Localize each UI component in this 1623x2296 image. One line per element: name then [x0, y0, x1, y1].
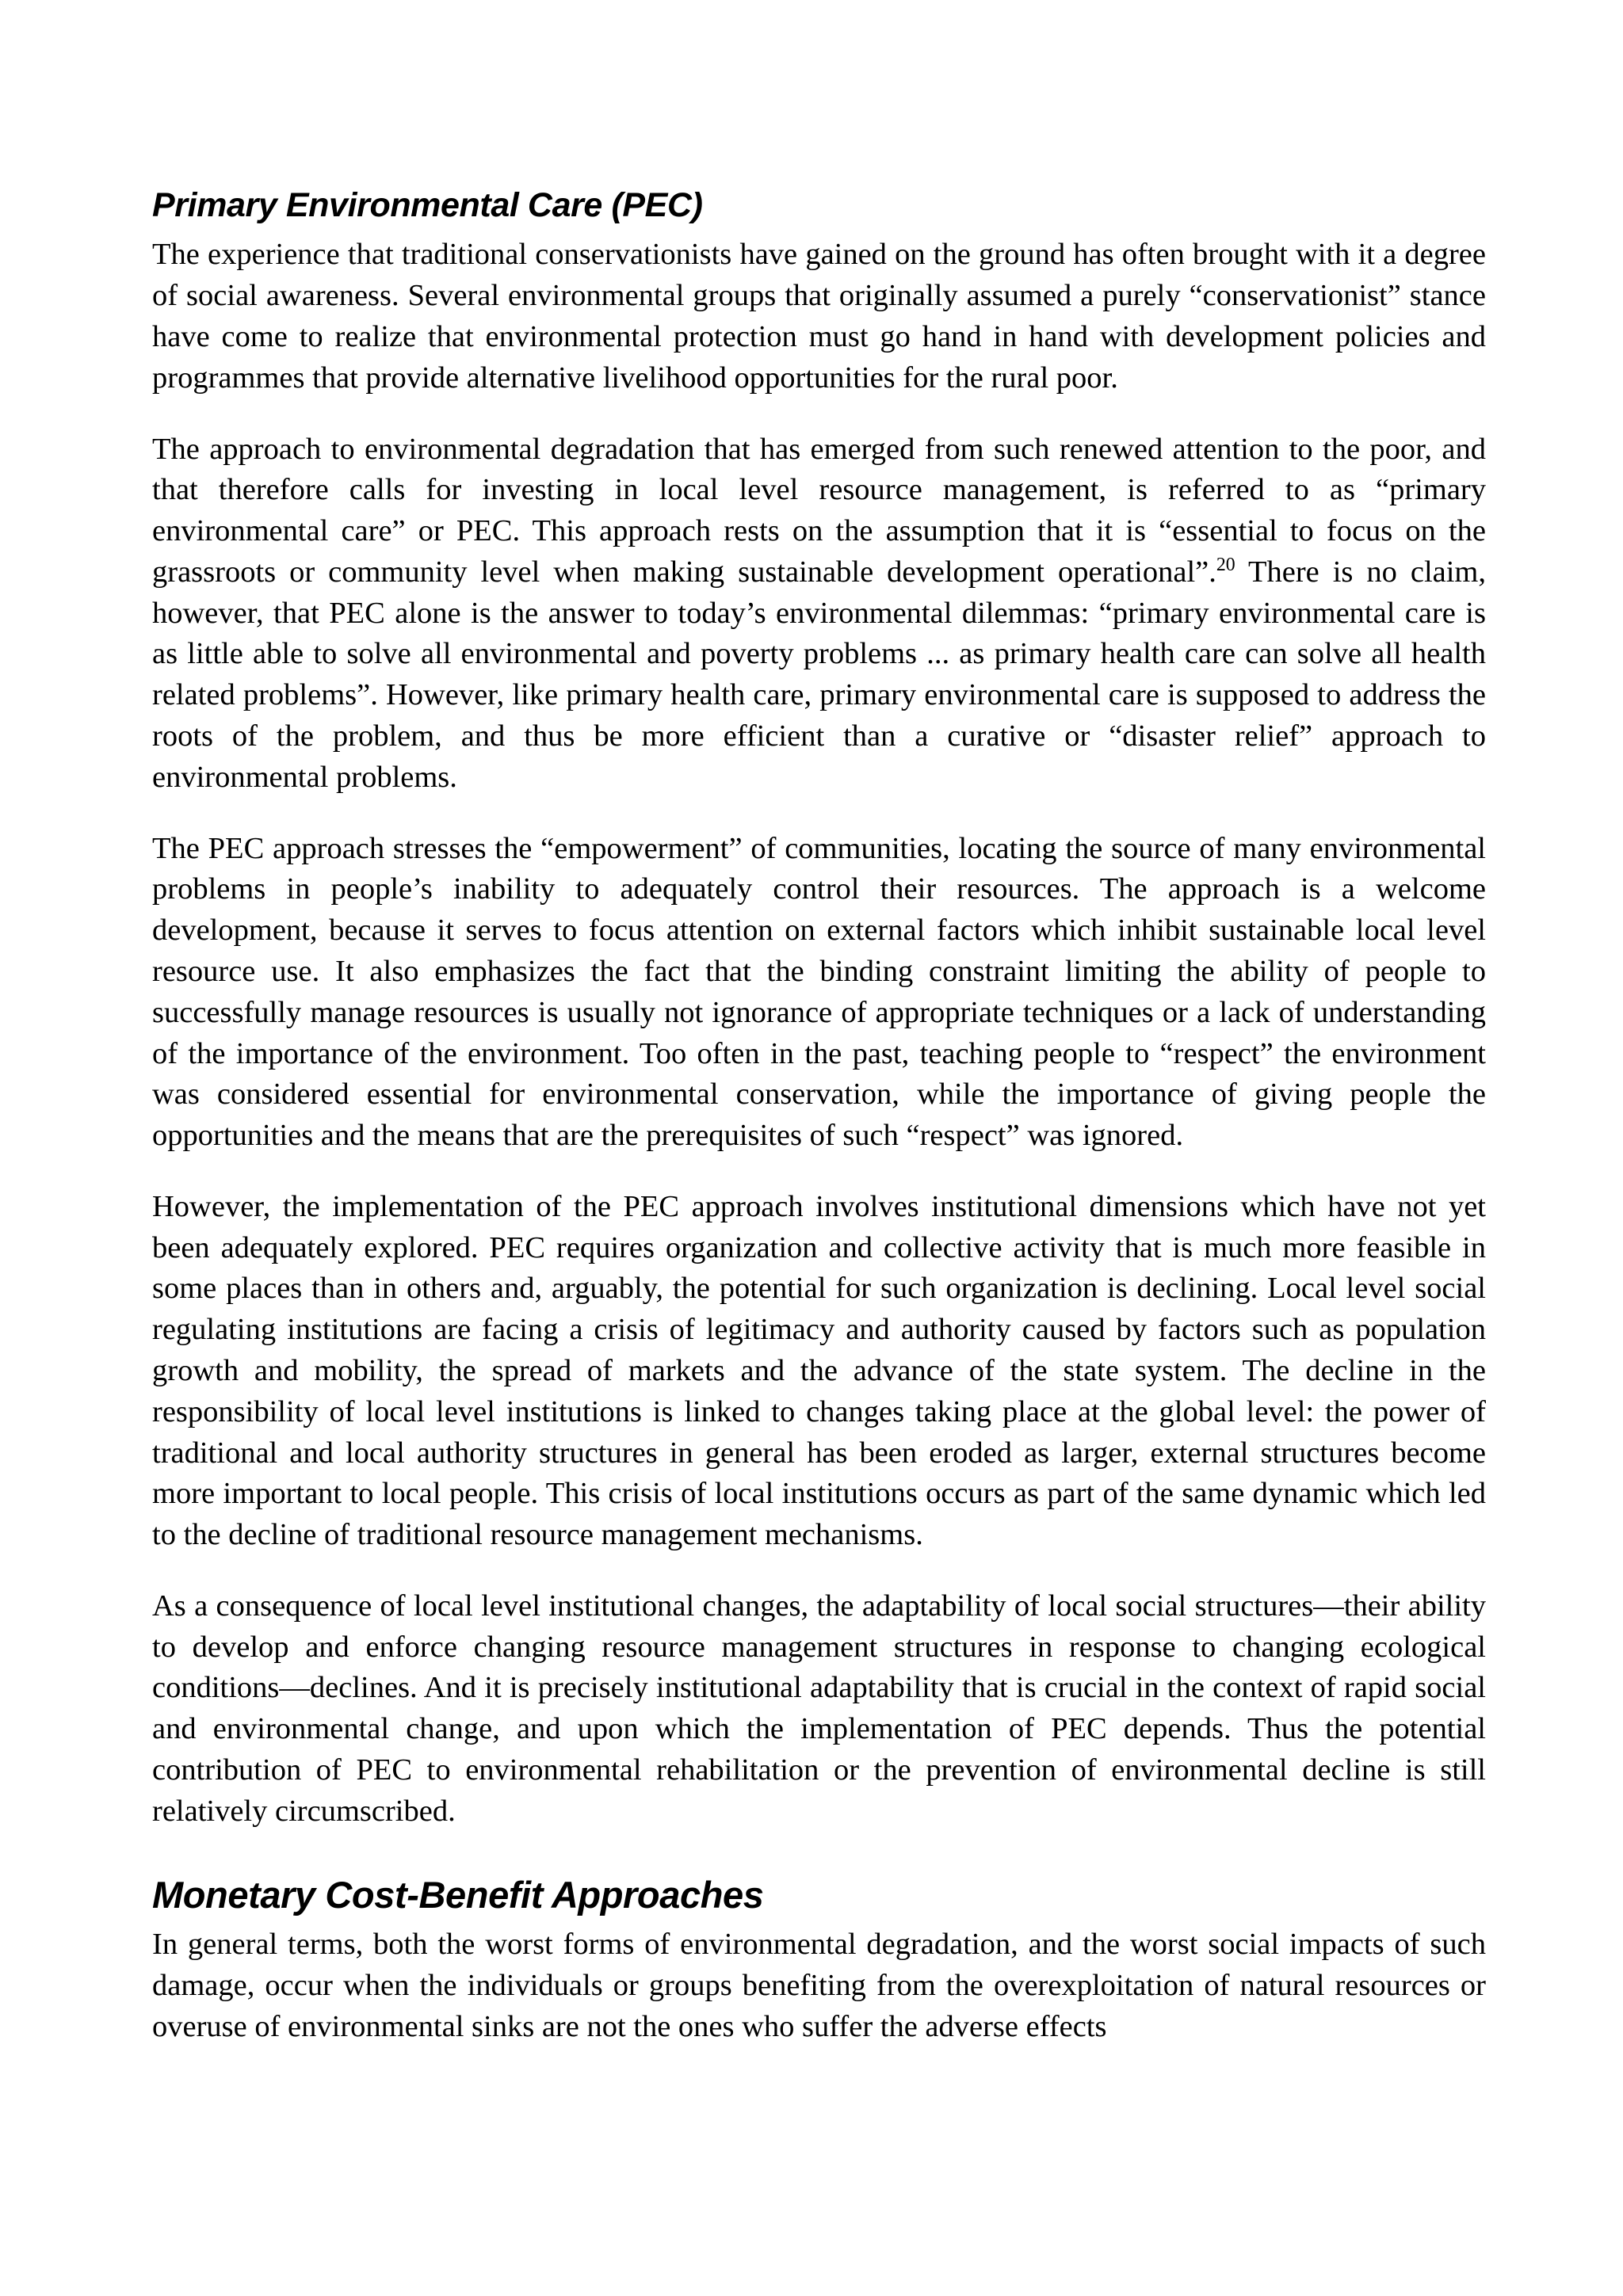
document-body — [152, 187, 1486, 2048]
section-heading-monetary-cost-benefit-approaches: Monetary Cost-Benefit Approaches — [152, 1873, 764, 1916]
paragraph-pec-2 — [152, 429, 1486, 799]
paragraph-pec-2-text-after-footnote: There is no claim, however, that PEC alone is the answer to today’s environmental dilemmas: “primary environmental care is as little able to solve all environmental and poverty problems ... as primary health care can solve all health related problems”. However, like primary health care, primary environmental care is supposed to address the roots of the problem, and thus be more efficient than a curative or “disaster relief” approach to environmental problems. — [152, 555, 1486, 794]
paragraph-pec-4: However, the implementation of the PEC approach involves institutional dimensions which have not yet been adequately explored. PEC requires organization and collective activity that is much more feasible in some places than in others and, arguably, the potential for such organization is declining. Local level social regulating institutions are facing a crisis of legitimacy and authority caused by factors such as population growth and mobility, the spread of markets and the advance of the state system. The decline in the responsibility of local level institutions is linked to changes taking place at the global level: the power of traditional and local authority structures in general has been eroded as larger, external structures become more important to local people. This crisis of local institutions occurs as part of the same dynamic which led to the decline of traditional resource management mechanisms. — [152, 1189, 1486, 1552]
paragraph-pec-2-text-before-footnote: The approach to environmental degradation that has emerged from such renewed attention to the poor, and that therefore calls for investing in local level resource management, is referred to as “primary environmental care” or PEC. This approach rests on the assumption that it is “essential to focus on the grassroots or community level when making sustainable development operational”. — [152, 432, 1486, 589]
paragraph-pec-5: As a consequence of local level institutional changes, the adaptability of local social structures—their ability to develop and enforce changing resource management structures in response to changing ecological conditions—declines. And it is precisely institutional adaptability that is crucial in the context of rapid social and environmental change, and upon which the implementation of PEC depends. Thus the potential contribution of PEC to environmental rehabilitation or the prevention of environmental decline is still relatively circumscribed. — [152, 1589, 1486, 1828]
paragraph-pec-1: The experience that traditional conservationists have gained on the ground has often brought with it a degree of social awareness. Several environmental groups that originally assumed a purely “conservationist” stance have come to realize that environmental protection must go hand in hand with development policies and programmes that provide alternative livelihood opportunities for the rural poor. — [152, 238, 1486, 395]
footnote-marker-20[interactable]: 20 — [1216, 555, 1235, 576]
paragraph-monetary-1: In general terms, both the worst forms of environmental degradation, and the worst social impacts of such damage, occur when the individuals or groups benefiting from the overexploitation of natural resources or overuse of environmental sinks are not the ones who suffer the adverse effects — [152, 1928, 1486, 2043]
paragraph-pec-3: The PEC approach stresses the “empowerment” of communities, locating the source of many environmental problems in people’s inability to adequately control their resources. The approach is a welcome development, because it serves to focus attention on external factors which inhibit sustainable local level resource use. It also emphasizes the fact that the binding constraint limiting the ability of people to successfully manage resources is usually not ignorance of appropriate techniques or a lack of understanding of the importance of the environment. Too often in the past, teaching people to “respect” the environment was considered essential for environmental conservation, while the importance of giving people the opportunities and the means that are the prerequisites of such “respect” was ignored. — [152, 831, 1486, 1153]
section-heading-primary-environmental-care: Primary Environmental Care (PEC) — [152, 186, 703, 224]
